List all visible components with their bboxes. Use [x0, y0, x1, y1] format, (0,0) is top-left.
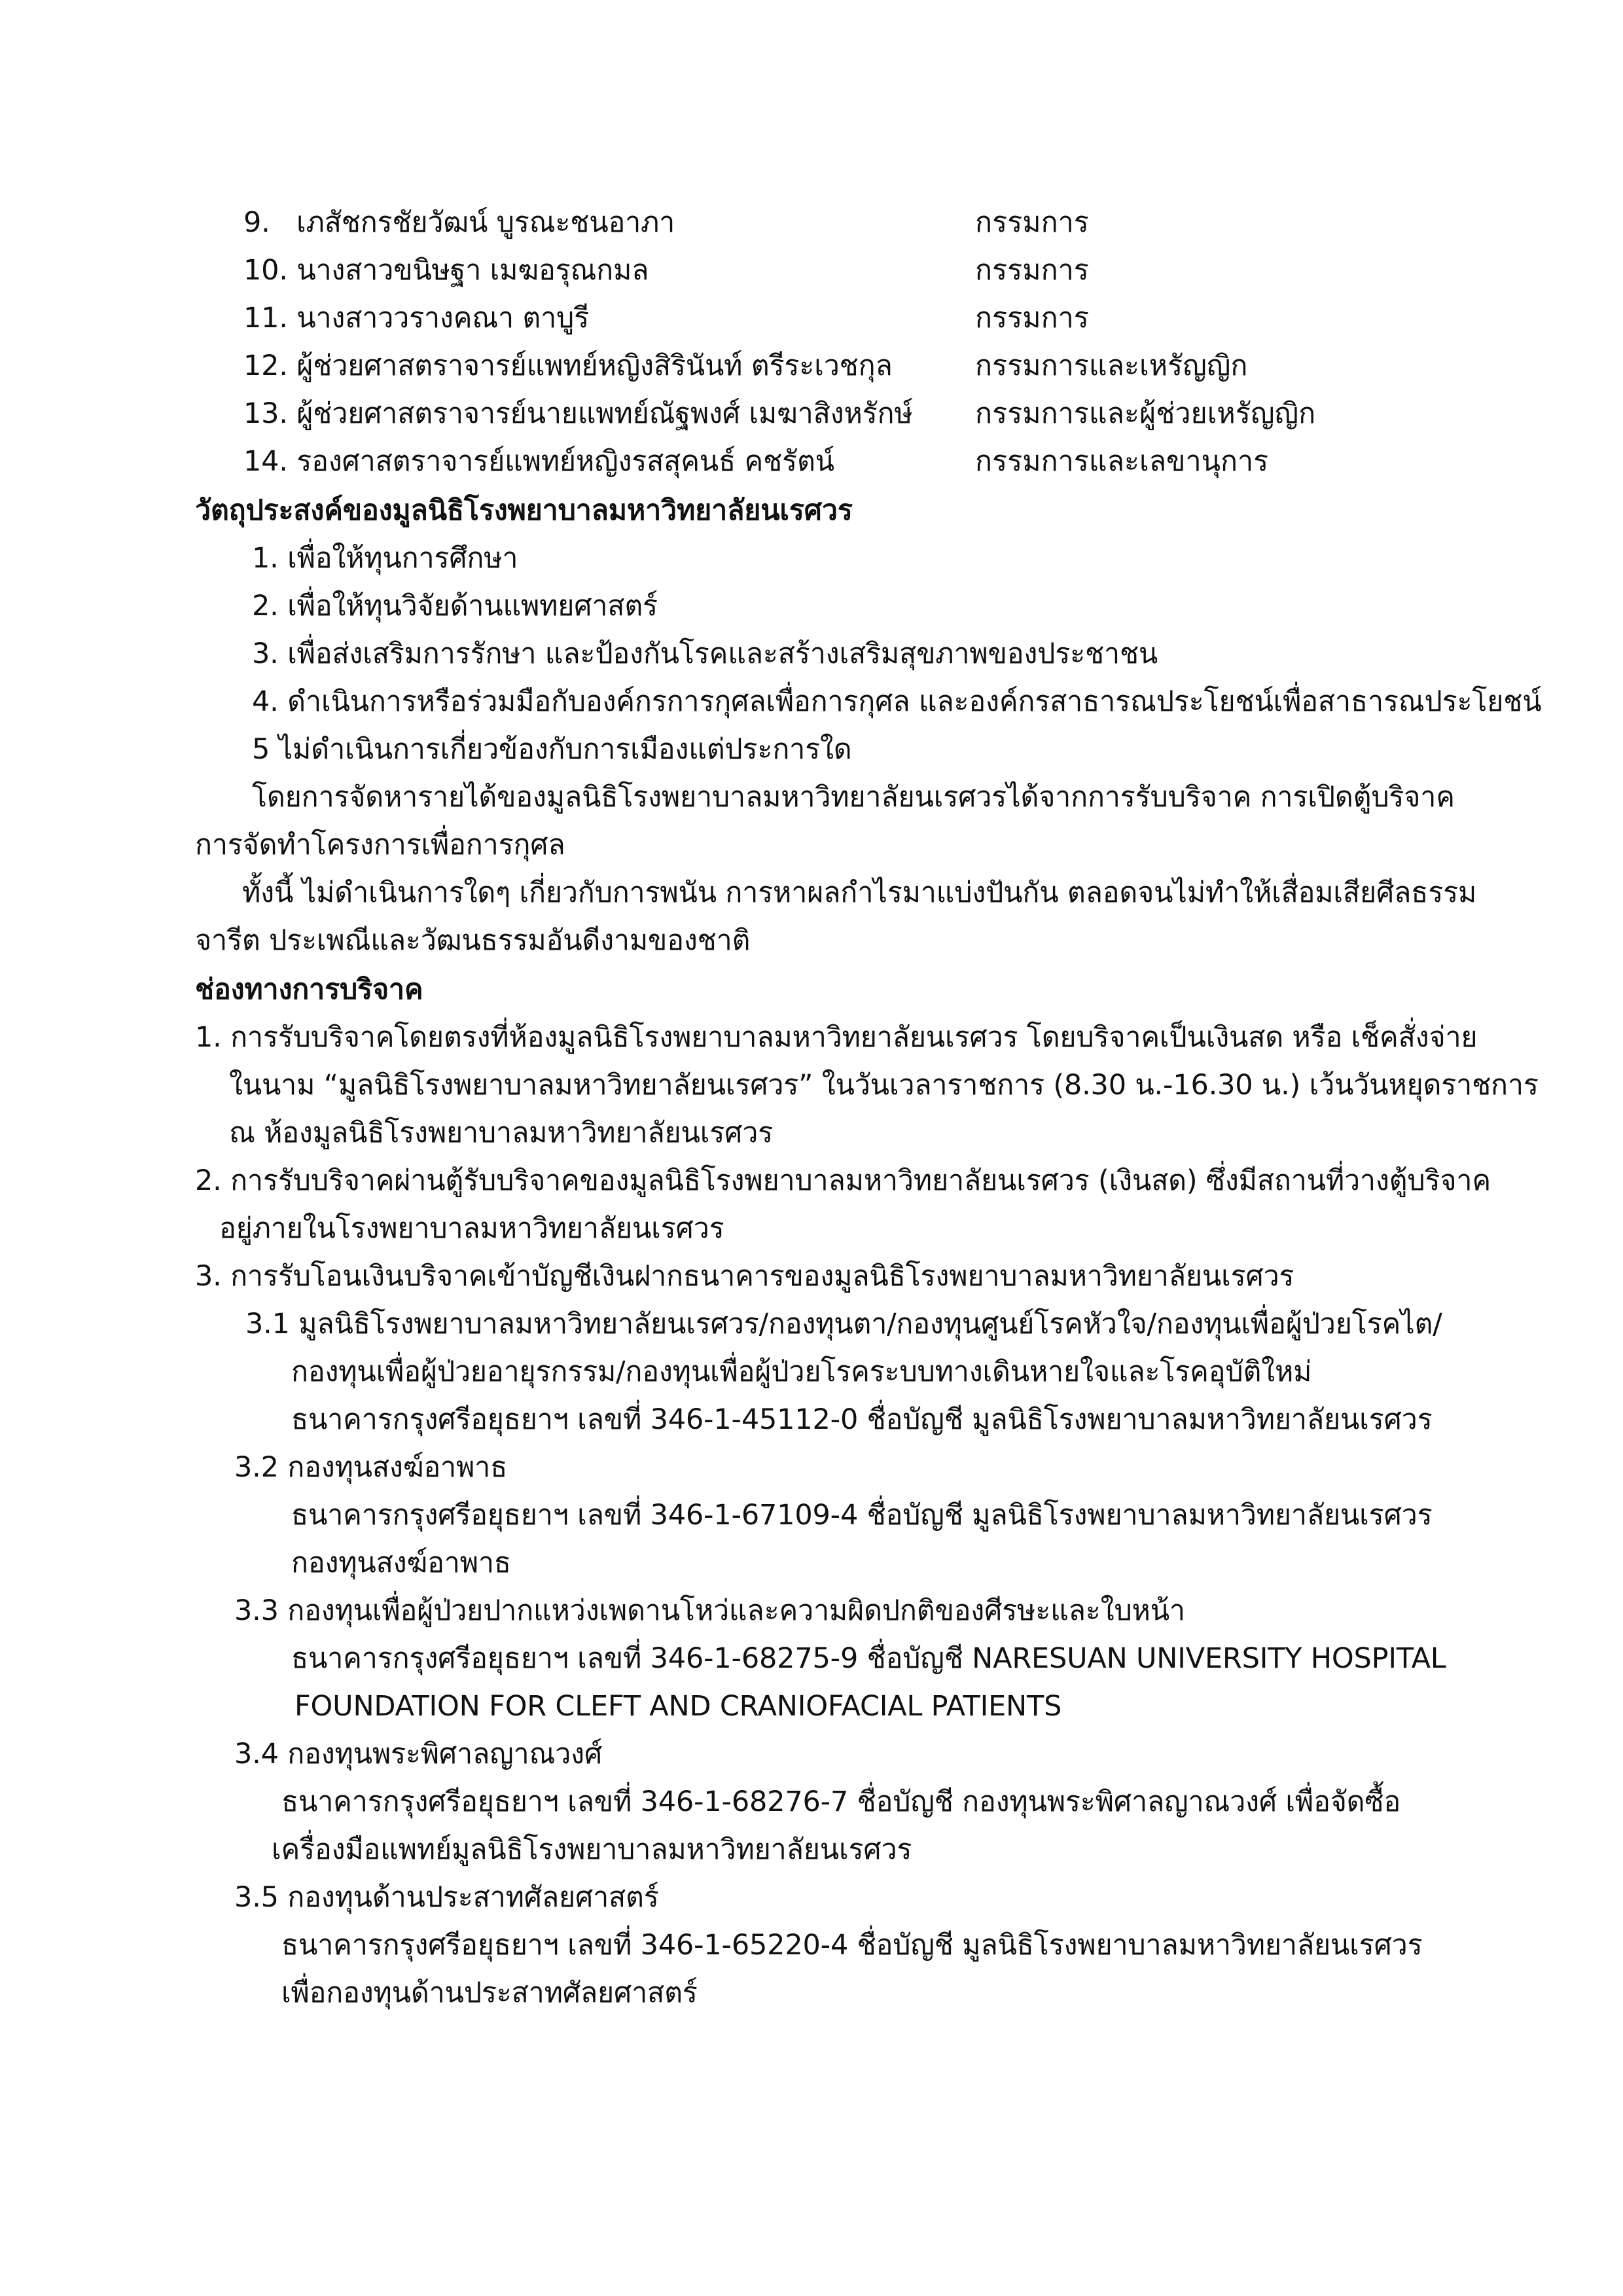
account-line: เพื่อกองทุนด้านประสาทศัลยศาสตร์	[281, 1977, 698, 2009]
channel-line: 1. การรับบริจาคโดยตรงที่ห้องมูลนิธิโรงพยาบาลมหาวิทยาลัยนเรศวร โดยบริจาคเป็นเงินสด หรือ เช็คสั่งจ่าย	[195, 1021, 1478, 1054]
account-line: ธนาคารกรุงศรีอยุธยาฯ เลขที่ 346-1-45112-0 ชื่อบัญชี มูลนิธิโรงพยาบาลมหาวิทยาลัยนเรศวร	[291, 1403, 1433, 1436]
channel-line: 3. การรับโอนเงินบริจาคเข้าบัญชีเงินฝากธนาคารของมูลนิธิโรงพยาบาลมหาวิทยาลัยนเรศวร	[195, 1260, 1294, 1293]
channel-line: 2. การรับบริจาคผ่านตู้รับบริจาคของมูลนิธิโรงพยาบาลมหาวิทยาลัยนเรศวร (เงินสด) ซึ่งมีสถานที่วางตู้บริจาค	[195, 1164, 1491, 1197]
objective-item: 4. ดำเนินการหรือร่วมมือกับองค์กรการกุศลเพื่อการกุศล และองค์กรสาธารณประโยชน์เพื่อสาธารณประโยชน์	[252, 685, 1542, 718]
member-role: กรรมการและผู้ช่วยเหรัญญิก	[975, 397, 1316, 430]
member-role: กรรมการและเหรัญญิก	[975, 350, 1248, 382]
paragraph-line: การจัดทำโครงการเพื่อการกุศล	[195, 829, 565, 861]
account-line: 3.2 กองทุนสงฆ์อาพาธ	[234, 1451, 508, 1484]
channel-line: อยู่ภายในโรงพยาบาลมหาวิทยาลัยนเรศวร	[219, 1212, 724, 1245]
item-number: 14.	[243, 445, 288, 478]
item-number: 10.	[243, 254, 288, 287]
account-line: ธนาคารกรุงศรีอยุธยาฯ เลขที่ 346-1-67109-4 ชื่อบัญชี มูลนิธิโรงพยาบาลมหาวิทยาลัยนเรศวร	[291, 1499, 1433, 1532]
paragraph-line: ทั้งนี้ ไม่ดำเนินการใดๆ เกี่ยวกับการพนัน การหาผลกำไรมาแบ่งปันกัน ตลอดจนไม่ทำให้เสื่อมเสียศีลธรรม	[242, 876, 1477, 909]
account-line: 3.1 มูลนิธิโรงพยาบาลมหาวิทยาลัยนเรศวร/กองทุนตา/กองทุนศูนย์โรคหัวใจ/กองทุนเพื่อผู้ป่วยโรคไต/	[245, 1308, 1442, 1340]
member-name: นางสาววรางคณา ตาบูรี	[296, 302, 590, 334]
member-role: กรรมการ	[975, 302, 1089, 334]
item-number: 9.	[243, 206, 270, 239]
item-number: 11.	[243, 302, 288, 334]
committee-item	[243, 394, 913, 433]
objective-item: 5 ไม่ดำเนินการเกี่ยวข้องกับการเมืองแต่ประการใด	[252, 733, 852, 766]
committee-item	[243, 442, 834, 481]
committee-item	[243, 251, 649, 290]
account-line: ธนาคารกรุงศรีอยุธยาฯ เลขที่ 346-1-68276-7 ชื่อบัญชี กองทุนพระพิศาลญาณวงศ์ เพื่อจัดซื้อ	[281, 1785, 1401, 1818]
committee-item	[243, 298, 589, 338]
objective-item: 1. เพื่อให้ทุนการศึกษา	[252, 542, 518, 575]
member-name: ผู้ช่วยศาสตราจารย์นายแพทย์ณัฐพงศ์ เมฆาสิงหรักษ์	[296, 397, 913, 430]
channel-line: ในนาม “มูลนิธิโรงพยาบาลมหาวิทยาลัยนเรศวร” ในวันเวลาราชการ (8.30 น.-16.30 น.) เว้นวันหยุดราชการ	[229, 1069, 1539, 1102]
committee-item	[243, 203, 675, 242]
objectives-heading: วัตถุประสงค์ของมูลนิธิโรงพยาบาลมหาวิทยาลัยนเรศวร	[195, 494, 853, 527]
objective-item: 3. เพื่อส่งเสริมการรักษา และป้องกันโรคและสร้างเสริมสุขภาพของประชาชน	[252, 637, 1158, 670]
account-line: 3.3 กองทุนเพื่อผู้ป่วยปากแหว่งเพดานโหว่และความผิดปกติของศีรษะและใบหน้า	[234, 1594, 1185, 1627]
item-number: 13.	[243, 397, 288, 430]
account-line: FOUNDATION FOR CLEFT AND CRANIOFACIAL PATIENTS	[294, 1690, 1062, 1723]
committee-item	[243, 346, 893, 386]
account-line: 3.4 กองทุนพระพิศาลญาณวงศ์	[234, 1738, 603, 1770]
channels-heading: ช่องทางการบริจาค	[195, 973, 423, 1006]
account-line: ธนาคารกรุงศรีอยุธยาฯ เลขที่ 346-1-68275-9 ชื่อบัญชี NARESUAN UNIVERSITY HOSPITAL	[291, 1642, 1446, 1675]
account-line: ธนาคารกรุงศรีอยุธยาฯ เลขที่ 346-1-65220-4 ชื่อบัญชี มูลนิธิโรงพยาบาลมหาวิทยาลัยนเรศวร	[281, 1929, 1423, 1962]
paragraph-line: โดยการจัดหารายได้ของมูลนิธิโรงพยาบาลมหาวิทยาลัยนเรศวรได้จากการรับบริจาค การเปิดตู้บริจาค	[252, 781, 1455, 814]
member-name: นางสาวขนิษฐา เมฆอรุณกมล	[296, 254, 649, 287]
member-role: กรรมการและเลขานุการ	[975, 445, 1269, 478]
paragraph-line: จารีต ประเพณีและวัฒนธรรมอันดีงามของชาติ	[195, 924, 751, 957]
item-number: 12.	[243, 350, 288, 382]
member-role: กรรมการ	[975, 206, 1089, 239]
account-line: กองทุนเพื่อผู้ป่วยอายุรกรรม/กองทุนเพื่อผู้ป่วยโรคระบบทางเดินหายใจและโรคอุบัติใหม่	[291, 1355, 1312, 1388]
member-name: รองศาสตราจารย์แพทย์หญิงรสสุคนธ์ คชรัตน์	[296, 445, 834, 478]
member-name: เภสัชกรชัยวัฒน์ บูรณะชนอาภา	[296, 206, 675, 239]
objective-item: 2. เพื่อให้ทุนวิจัยด้านแพทยศาสตร์	[252, 590, 658, 622]
account-line: 3.5 กองทุนด้านประสาทศัลยศาสตร์	[234, 1881, 659, 1914]
account-line: เครื่องมือแพทย์มูลนิธิโรงพยาบาลมหาวิทยาลัยนเรศวร	[272, 1833, 912, 1866]
member-role: กรรมการ	[975, 254, 1089, 287]
member-name: ผู้ช่วยศาสตราจารย์แพทย์หญิงสิรินันท์ ตรีระเวชกุล	[296, 350, 893, 382]
channel-line: ณ ห้องมูลนิธิโรงพยาบาลมหาวิทยาลัยนเรศวร	[229, 1117, 774, 1149]
account-line: กองทุนสงฆ์อาพาธ	[291, 1547, 511, 1579]
